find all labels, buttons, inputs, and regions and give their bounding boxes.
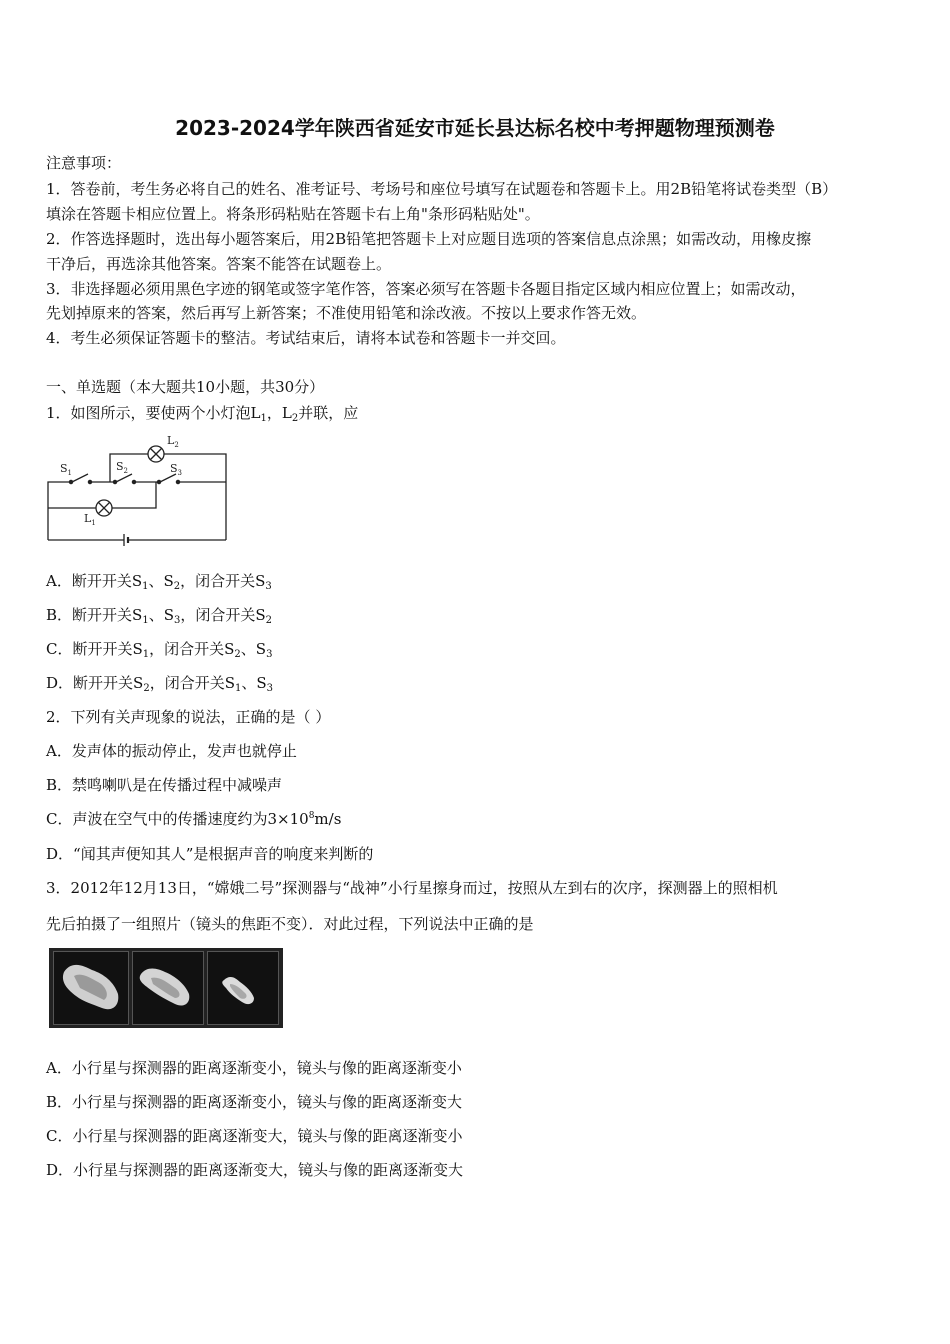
circuit-diagram: [40, 430, 240, 552]
circuit-label-S2: $S_2$: [116, 460, 129, 475]
question-1-stem: 1．如图所示，要使两个小灯泡$L_1$，$L_2$并联，应: [46, 404, 359, 424]
q2-option-d: D．“闻其声便知其人”是根据声音的响度来判断的: [46, 845, 374, 863]
notice-line: 2．作答选择题时，选出每小题答案后，用2B铅笔把答题卡上对应题目选项的答案信息点涂黑；如需改动，用橡皮擦: [46, 230, 812, 248]
q1-option-c: C．断开开关$S_1$，闭合开关$S_2$、$S_3$: [46, 640, 273, 660]
asteroid-photo-1: [53, 951, 129, 1025]
q3-option-d: D．小行星与探测器的距离逐渐变大，镜头与像的距离逐渐变大: [46, 1161, 464, 1179]
q3-option-a: A．小行星与探测器的距离逐渐变小，镜头与像的距离逐渐变小: [46, 1059, 462, 1077]
notice-line: 填涂在答题卡相应位置上。将条形码粘贴在答题卡右上角"条形码粘贴处"。: [46, 205, 540, 223]
question-2-stem: 2．下列有关声现象的说法，正确的是（ ）: [46, 708, 331, 726]
circuit-label-S3: $S_3$: [170, 462, 183, 477]
q2-option-b: B．禁鸣喇叭是在传播过程中减噪声: [46, 776, 283, 794]
page-title: 2023-2024学年陕西省延安市延长县达标名校中考押题物理预测卷: [175, 116, 775, 140]
q3-option-b: B．小行星与探测器的距离逐渐变小，镜头与像的距离逐渐变大: [46, 1093, 463, 1111]
q1-option-b: B．断开开关$S_1$、$S_3$，闭合开关$S_2$: [46, 606, 272, 626]
circuit-label-L1: $L_1$: [84, 512, 96, 527]
q2-option-c: C．声波在空气中的传播速度约为$3\times 10^8m/s$: [46, 810, 342, 828]
notice-line: 4．考生必须保证答题卡的整洁。考试结束后，请将本试卷和答题卡一并交回。: [46, 329, 566, 347]
notice-heading: 注意事项：: [46, 154, 122, 172]
notice-line: 3．非选择题必须用黑色字迹的钢笔或签字笔作答，答案必须写在答题卡各题目指定区域内相应位置上；如需改动，: [46, 280, 806, 298]
q1-option-d: D．断开开关$S_2$，闭合开关$S_1$、$S_3$: [46, 674, 273, 694]
asteroid-photo-strip: [49, 948, 283, 1028]
notice-line: 先划掉原来的答案，然后再写上新答案；不准使用铅笔和涂改液。不按以上要求作答无效。: [46, 304, 647, 322]
notice-line: 1．答卷前，考生务必将自己的姓名、准考证号、考场号和座位号填写在试题卷和答题卡上。用2B铅笔将试卷类型（B）: [46, 180, 838, 198]
question-3-stem-line2: 先后拍摄了一组照片（镜头的焦距不变）．对此过程，下列说法中正确的是: [46, 915, 534, 933]
asteroid-photo-2: [132, 951, 204, 1025]
circuit-label-L2: $L_2$: [167, 434, 179, 449]
question-3-stem-line1: 3．2012年12月13日，“嫦娥二号”探测器与“战神”小行星擦身而过，按照从左到右的次序，探测器上的照相机: [46, 879, 778, 897]
asteroid-photo-3: [207, 951, 279, 1025]
q2-option-a: A．发声体的振动停止，发声也就停止: [46, 742, 297, 760]
section-heading: 一、单选题（本大题共10小题，共30分）: [46, 378, 325, 396]
notice-line: 干净后，再选涂其他答案。答案不能答在试题卷上。: [46, 255, 392, 273]
circuit-label-S1: $S_1$: [60, 462, 73, 477]
q1-option-a: A．断开开关$S_1$、$S_2$，闭合开关$S_3$: [46, 572, 272, 592]
q3-option-c: C．小行星与探测器的距离逐渐变大，镜头与像的距离逐渐变小: [46, 1127, 463, 1145]
